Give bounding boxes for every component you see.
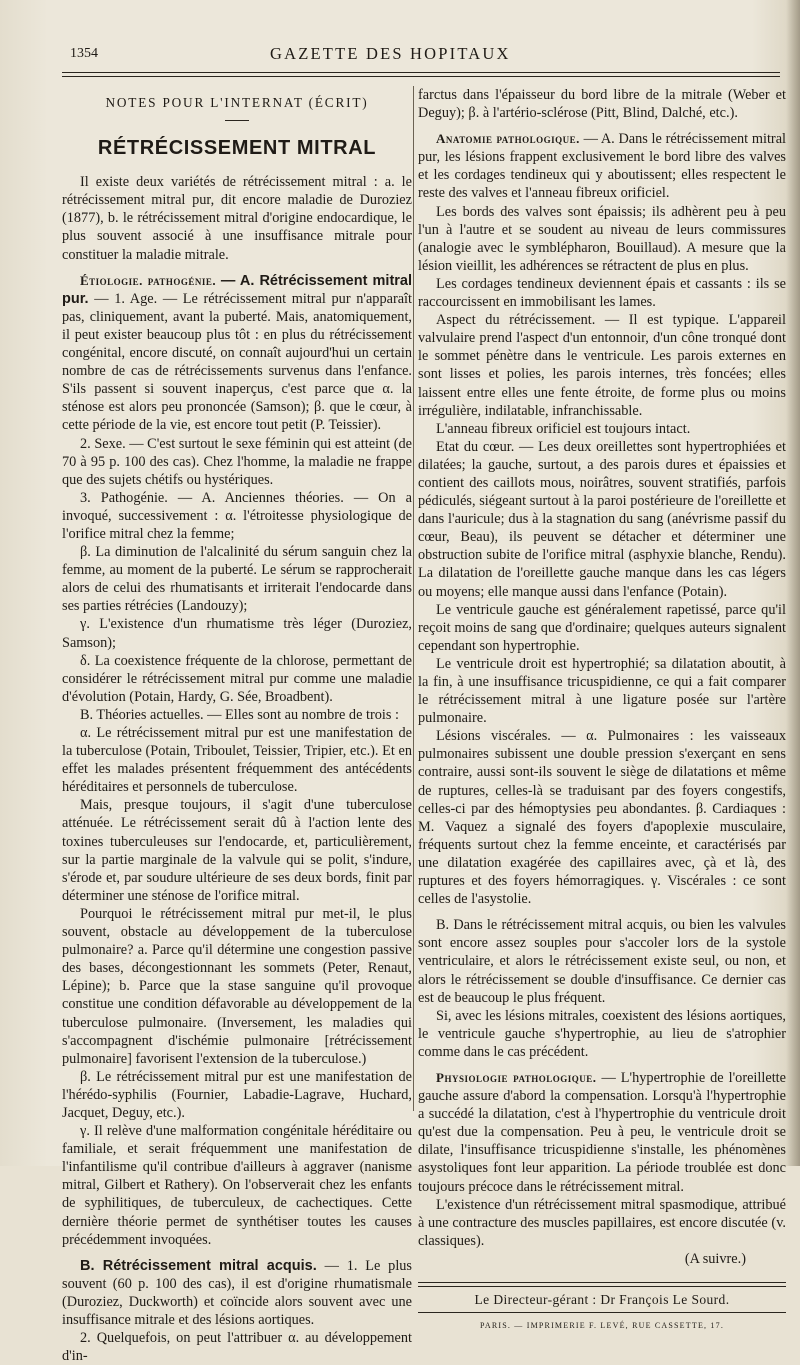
header-rule-thin [62,76,780,77]
gamma-paragraph: γ. L'existence d'un rhumatisme très léger (Duroziez, Samson); [62,616,412,651]
journal-title: GAZETTE DES HOPITAUX [270,44,511,63]
syphilis-paragraph: β. Le rétrécissement mitral pur est une manifestation de l'hérédo-syphilis (Fournier, Labadie-Lagrave, Huchard, Jacquet, Deguy, etc.). [62,1068,412,1121]
article-title: RÉTRÉCISSEMENT MITRAL [97,137,377,160]
acquis-lesions-paragraph: B. Dans le rétrécissement mitral acquis, ou bien les valvules sont encore assez souples pour s'accoler lors de la systole ventriculaire, et alors le rétrécissement existe seul, ou non, et alors le rétrécissement se double d'insuffisance. Ce dernier cas est de beaucoup le plus fréquent. [418,917,786,1006]
etiology-heading: Étiologie. pathogénie. [80,272,217,288]
anatomie-paragraph [418,130,786,202]
directeur-gerant: Le Directeur-gérant : Dr François Le Sourd. [474,1292,730,1307]
sexe-paragraph: 2. Sexe. — C'est surtout le sexe féminin qui est atteint (de 70 à 95 p. 100 des cas). Chez l'homme, la maladie ne frappe que des sujets chétifs ou hystériques. [62,435,412,488]
a-suivre: (A suivre.) [684,1250,746,1267]
quelquefois-paragraph: 2. Quelquefois, on peut l'attribuer α. au développement d'in- [62,1330,412,1365]
acquis-paragraph [62,1257,412,1329]
footer-rule [418,1282,786,1283]
delta-paragraph: δ. La coexistence fréquente de la chlorose, permettant de considérer le rétrécissement mitral pur comme une maladie d'évolution (Potain, Hardy, G. Sée, Broadbent). [62,652,412,705]
pourquoi-paragraph: Pourquoi le rétrécissement mitral pur met-il, le plus souvent, obstacle au développement de la tuberculose pulmonaire? a. Parce qu'il détermine une congestion passive des bases, décongestionnant les sommets (Peter, Renaut, Lépine); b. Parce que la stase sanguine qu'il provoque constitue une condition défavorable au développement de la tuberculose pulmonaire. (Inversement, les maladies qui s'accompagnent d'ischémie pulmonaire [rétrécissement pulmonaire] favorisent l'extension de la tuberculose.) [62,905,412,1067]
bords-paragraph: Les bords des valves sont épaissis; ils adhèrent peu à peu l'un à l'autre et se soudent au niveau de leurs commissures (analogie avec le symblépharon, Bouillaud). A mesure que la lésion vieillit, les adhérences se rétractent de plus en plus. [418,203,786,274]
beta-paragraph: β. La diminution de l'alcalinité du sérum sanguin chez la femme, au moment de la puberté. Le sérum se rapprocherait alors de celui des rhumatisants et irriterait l'endocarde dans ses parties rétrécies (Landouzy); [62,544,412,615]
tuberculose-paragraph: α. Le rétrécissement mitral pur est une manifestation de la tuberculose (Potain, Triboulet, Teissier, Tripier, etc.). Et en effet les malades présentent fréquemment des antécédents héréditaires et personnels de tuberculose. [62,725,412,796]
aspect-paragraph: Aspect du rétrécissement. — Il est typique. L'appareil valvulaire prend l'aspect d'un entonnoir, d'un cône tronqué dont le sommet pénètre dans le ventricule. Les parois externes en sont lisses et polies, les parois internes, très foncées; elles laissent entre elles une fente étroite, de forme plus ou moins irrégulière, indilatable, infranchissable. [418,312,786,419]
physiologie-heading: Physiologie pathologique. [436,1069,597,1085]
spacer [418,1061,786,1069]
cordages-paragraph: Les cordages tendineux deviennent épais et cassants : ils se raccourcissent en immobilisant les lames. [418,275,786,311]
page-header [70,44,780,66]
mais-paragraph: Mais, presque toujours, il s'agit d'une tuberculose atténuée. Le rétrécissement serait dû à l'action lente des toxines tuberculeuses sur l'endocarde, et, particulièrement, sur la partie marginale de la valvule qui se polit, s'indure, s'érode et, par soudure ultérieure de ses deux bords, finit par déterminer une sténose de l'orifice mitral. [62,797,412,904]
spacer [62,1249,412,1257]
printer-imprint: PARIS. — IMPRIMERIE F. LEVÉ, RUE CASSETTE, 17. [479,1321,725,1331]
title-rule [225,120,249,121]
spacer [62,264,412,272]
spacer [418,908,786,916]
section-label: NOTES POUR L'INTERNAT (ÉCRIT) [105,95,369,110]
etiology-subhead: — A. Rétrécissement mitral pur. [62,272,413,307]
physiologie-text: — L'hypertrophie de l'oreillette gauche assure d'abord la compensation. Lorsqu'à l'hypertrophie a succédé la dilatation, c'est à l'hypertrophie du ventricule droit qu'est due la compensation. Peu à peu, le ventricule droit se dilate, l'insuffisance tricuspidienne s'installe, les phénomènes asystoliques font leur apparition. La période troublée est donc toujours précoce dans le rétrécissement mitral. [418,1069,786,1195]
lesions-paragraph: Lésions viscérales. — α. Pulmonaires : les vaisseaux pulmonaires subissent une double pression s'exerçant en sens contraire, aussi sont-ils souvent le siège de dilatations et même de ruptures, celles-là se traduisant par des foyers congestifs, celles-ci par des hémoptysies peu abondantes. β. Cardiaques : M. Vaquez a signalé des foyers d'apoplexie musculaire, fréquents surtout chez la femme enceinte, et caractérisés par une dilatation exagérée des capillaires avec, çà et là, des ruptures et des foyers hémorragiques. γ. Viscérales : ce sont celles de l'asystolie. [418,728,786,908]
anatomie-heading: Anatomie pathologique. [436,131,580,147]
intro-paragraph: Il existe deux variétés de rétrécissement mitral : a. le rétrécissement mitral pur, dit encore maladie de Duroziez (1877), b. le rétrécissement mitral d'origine endocardique, le plus souvent associé à une insuffisance mitrale pour constituer la maladie mitrale. [62,174,412,263]
spacer [418,122,786,130]
ventricule-gauche-paragraph: Le ventricule gauche est généralement rapetissé, parce qu'il reçoit moins de sang que d'ordinaire; quelques auteurs signalent cependant son hypertrophie. [418,601,786,654]
header-rule [62,72,780,73]
left-column [62,86,412,1365]
page-number: 1354 [70,46,98,61]
right-column [418,86,786,1335]
page-edge-shadow [786,0,800,1166]
continuation-paragraph: farctus dans l'épaisseur du bord libre de la mitrale (Weber et Deguy); β. à l'artério-sclérose (Pitt, Blind, Dalché, etc.). [418,87,786,122]
malformation-paragraph: γ. Il relève d'une malformation congénitale héréditaire ou familiale, et serait fréquemment une manifestation de l'infantilisme qu'il contribue d'ailleurs à aggraver (nanisme mitral, Gilbert et Rathery). On l'observerait chez les enfants de syphilitiques, de tuberculeux, de cachectiques. Cette dernière théorie permet de synthétiser toutes les causes précédemment invoquées. [62,1123,412,1248]
spasmodique-paragraph: L'existence d'un rétrécissement mitral spasmodique, attribué à une contracture des muscles papillaires, est encore discutée (v. classiques). [418,1196,786,1249]
ventricule-droit-paragraph: Le ventricule droit est hypertrophié; sa dilatation aboutit, à la fin, à une insuffisance tricuspidienne, ce qui a fait comparer le rétrécissement mitral à une ligature posée sur l'artère pulmonaire. [418,655,786,727]
footer-rule-bottom [418,1312,786,1313]
anatomie-text: — A. Dans le rétrécissement mitral pur, les lésions frappent exclusivement le bord libre des valves et les cordages tendineux qui y aboutissent; elles respectent le reste des valves et l'anneau fibreux orificiel. [418,131,787,202]
physiologie-paragraph [418,1069,786,1196]
acquis-text: — 1. Le plus souvent (60 p. 100 des cas), il est d'origine rhumatismale (Duroziez, Duckworth) et coïncide alors souvent avec une insuffisance mitrale et des lésions aortiques. [62,1257,412,1328]
aortiques-paragraph: Si, avec les lésions mitrales, coexistent des lésions aortiques, le ventricule gauche s'hypertrophie, au lieu de s'atrophier comme dans le cas précédent. [418,1007,786,1060]
acquis-heading: B. Rétrécissement mitral acquis. [80,1257,317,1274]
etat-coeur-paragraph: Etat du cœur. — Les deux oreillettes sont hypertrophiées et dilatées; la gauche, surtout, a des parois dures et épaissies et contient des caillots mous, noirâtres, souvent stratifiés, parfois pédiculés, siégeant surtout à la paroi postérieure de l'oreillette et dans l'auricule; dus à la stagnation du sang (anévrisme passif du cœur, Beau), ils peuvent se détacher et déterminer une obstruction subite de l'orifice mitral (asphyxie blanche, Rendu). La dilatation de l'oreillette gauche manque dans les cas légers ou moyens; elle manque aussi dans l'enfance (Potain). [418,438,786,600]
age-text: — 1. Age. — Le rétrécissement mitral pur n'apparaît pas, cliniquement, avant la puberté. Mais, anatomiquement, il peut exister beaucoup plus tôt : en plus du rétrécissement congénital, encore discuté, on connaît aujourd'hui un certain nombre de cas de rétrécissements survenus dans l'enfance. S'ils passent si souvent inaperçus, c'est parce que α. la sténose est alors peu prononcée (Samson); β. que le cœur, à cette période de la vie, est encore tout petit (P. Teissier). [62,290,412,434]
column-divider [413,86,414,1111]
footer-rule-thin [418,1286,786,1287]
etiology-paragraph [62,272,412,435]
theories-actuelles-paragraph: B. Théories actuelles. — Elles sont au nombre de trois : [80,706,399,723]
anneau-paragraph: L'anneau fibreux orificiel est toujours intact. [436,420,691,437]
pathogenie-paragraph: 3. Pathogénie. — A. Anciennes théories. — On a invoqué, successivement : α. l'étroitesse physiologique de l'orifice mitral chez la femme; [62,489,412,542]
